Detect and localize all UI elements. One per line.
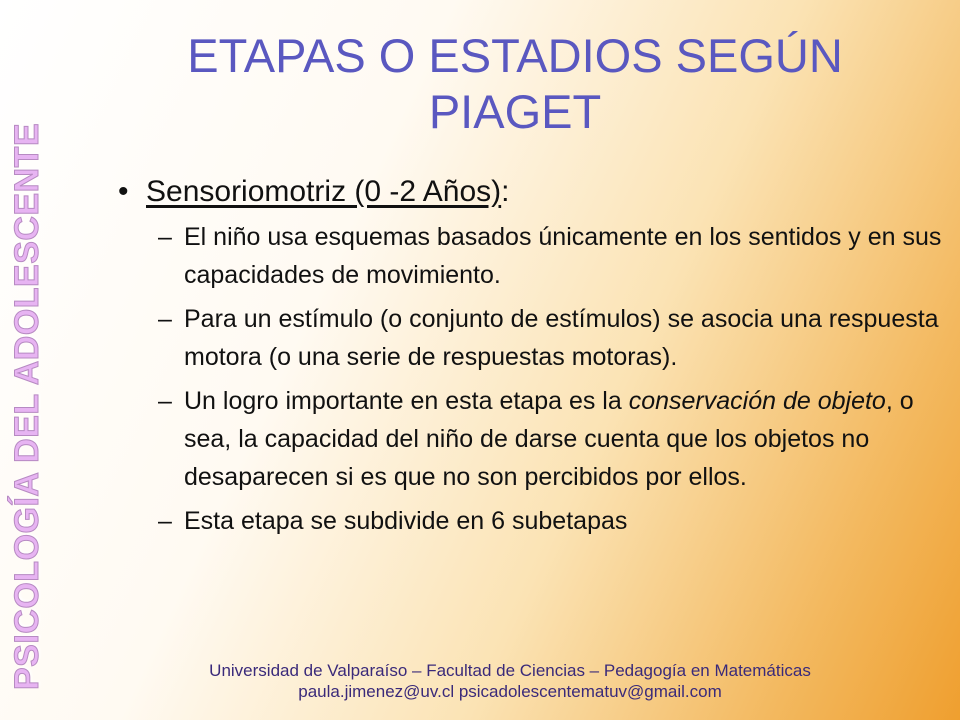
sub-item <box>158 300 948 376</box>
sub-text: El niño usa esquemas basados únicamente en los sentidos y en sus capacidades de movimiento. <box>184 223 942 289</box>
sub-dash: – <box>158 223 172 251</box>
slide-title: ETAPAS O ESTADIOS SEGÚN PIAGET <box>187 29 843 138</box>
sub-dash: – <box>158 387 172 415</box>
slide-content <box>118 172 948 540</box>
sub-text-italic: conservación de objeto <box>628 387 886 415</box>
side-title: PSICOLOGÍA DEL ADOLESCENTE <box>8 122 46 690</box>
sub-item <box>158 502 948 540</box>
sub-text-post: , o sea, la capacidad del niño de darse cuenta que los objetos no desaparecen si es que no son percibidos por ellos. <box>184 387 914 491</box>
bullet-suffix: : <box>501 175 510 208</box>
sub-text <box>184 382 944 496</box>
bullet-item <box>118 172 948 212</box>
sub-text-pre: Un logro importante en esta etapa es la <box>184 387 629 415</box>
footer <box>110 660 910 702</box>
sub-text: Esta etapa se subdivide en 6 subetapas <box>184 507 628 535</box>
sub-text: Para un estímulo (o conjunto de estímulos) se asocia una respuesta motora (o una serie de respuestas motoras). <box>184 305 939 371</box>
bullet-marker: • <box>118 175 129 208</box>
sub-dash: – <box>158 507 172 535</box>
sub-item <box>158 382 948 496</box>
bullet-label: Sensoriomotriz (0 -2 Años) <box>146 175 502 208</box>
sub-item <box>158 218 948 294</box>
footer-line2: paula.jimenez@uv.cl psicadolescentematuv@gmail.com <box>298 682 722 701</box>
footer-line1: Universidad de Valparaíso – Facultad de Ciencias – Pedagogía en Matemáticas <box>209 661 811 680</box>
sub-dash: – <box>158 305 172 333</box>
